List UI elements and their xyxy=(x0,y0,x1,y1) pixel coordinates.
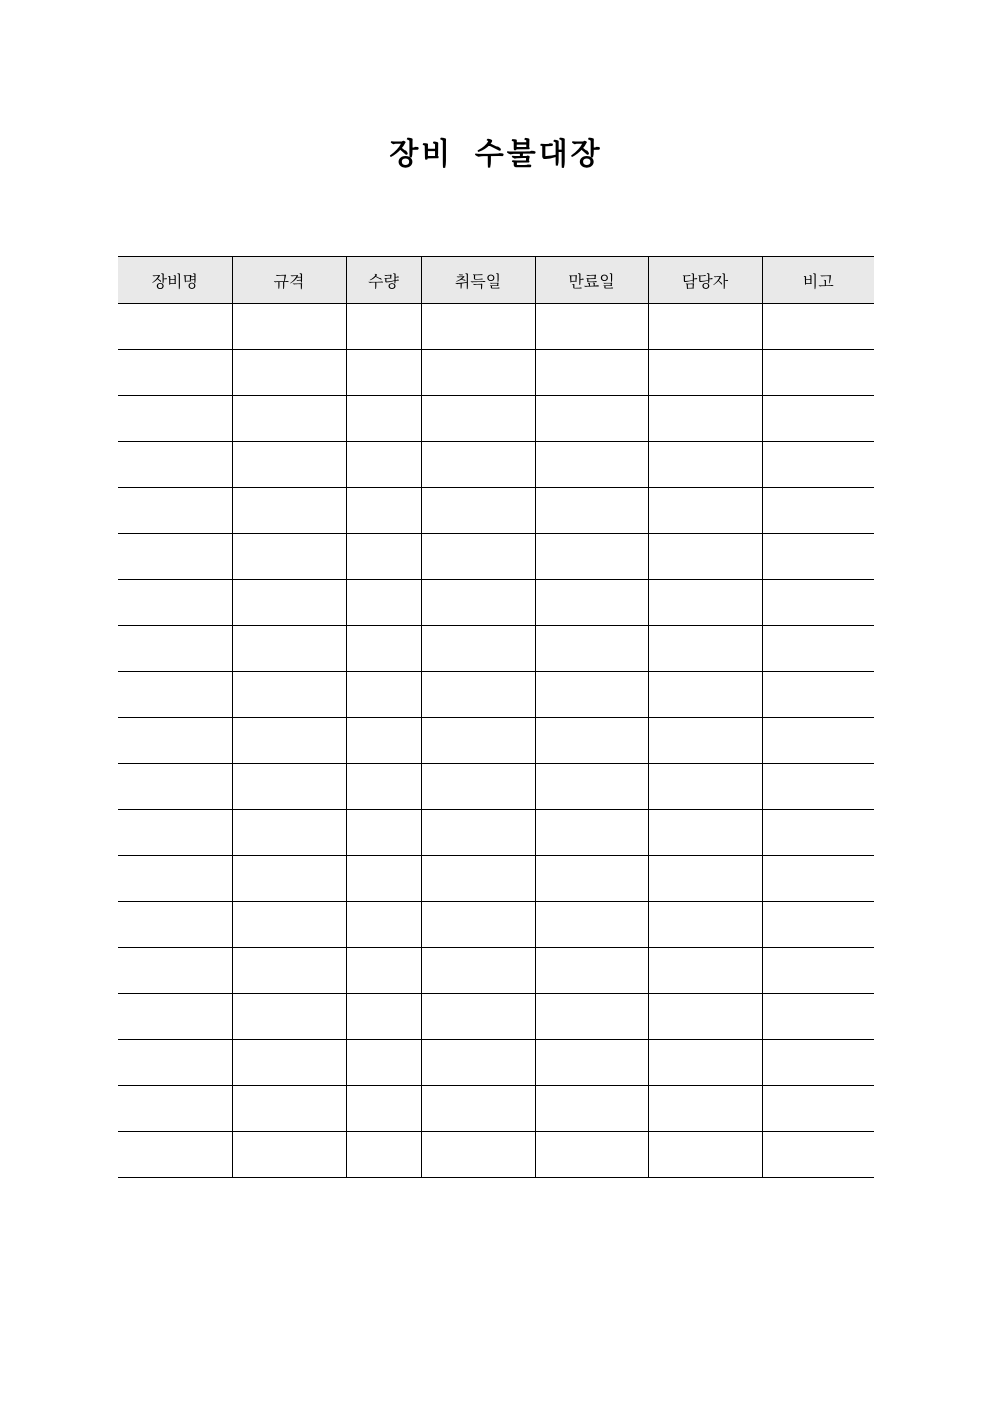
table-cell[interactable] xyxy=(232,764,346,810)
table-cell[interactable] xyxy=(118,1040,232,1086)
table-cell[interactable] xyxy=(535,350,648,396)
table-cell[interactable] xyxy=(232,626,346,672)
table-cell[interactable] xyxy=(648,580,762,626)
table-cell[interactable] xyxy=(118,396,232,442)
table-cell[interactable] xyxy=(118,580,232,626)
table-cell[interactable] xyxy=(232,994,346,1040)
table-cell[interactable] xyxy=(346,994,421,1040)
column-header-remarks: 비고 xyxy=(762,257,874,304)
table-cell[interactable] xyxy=(232,810,346,856)
table-cell[interactable] xyxy=(535,672,648,718)
table-row xyxy=(118,948,874,994)
table-cell[interactable] xyxy=(762,396,874,442)
table-cell[interactable] xyxy=(118,948,232,994)
table-cell[interactable] xyxy=(118,1086,232,1132)
table-cell[interactable] xyxy=(535,488,648,534)
table-cell[interactable] xyxy=(762,534,874,580)
table-cell[interactable] xyxy=(421,764,535,810)
table-cell[interactable] xyxy=(535,1132,648,1178)
table-cell[interactable] xyxy=(421,534,535,580)
table-cell[interactable] xyxy=(648,350,762,396)
table-cell[interactable] xyxy=(346,764,421,810)
table-cell[interactable] xyxy=(118,856,232,902)
table-cell[interactable] xyxy=(346,580,421,626)
table-cell[interactable] xyxy=(762,810,874,856)
column-header-equipment-name: 장비명 xyxy=(118,257,232,304)
table-cell[interactable] xyxy=(648,948,762,994)
table-cell[interactable] xyxy=(421,1040,535,1086)
table-cell[interactable] xyxy=(762,626,874,672)
table-cell[interactable] xyxy=(648,764,762,810)
table-cell[interactable] xyxy=(535,626,648,672)
table-cell[interactable] xyxy=(648,902,762,948)
table-cell[interactable] xyxy=(232,488,346,534)
table-cell[interactable] xyxy=(648,810,762,856)
table-cell[interactable] xyxy=(648,442,762,488)
table-cell[interactable] xyxy=(346,442,421,488)
table-cell[interactable] xyxy=(648,396,762,442)
ledger-body xyxy=(118,304,874,1178)
table-cell[interactable] xyxy=(762,1086,874,1132)
table-row xyxy=(118,304,874,350)
table-cell[interactable] xyxy=(346,948,421,994)
column-header-manager: 담당자 xyxy=(648,257,762,304)
table-cell[interactable] xyxy=(762,350,874,396)
table-cell[interactable] xyxy=(232,304,346,350)
table-cell[interactable] xyxy=(232,1132,346,1178)
table-cell[interactable] xyxy=(535,810,648,856)
table-row xyxy=(118,626,874,672)
table-cell[interactable] xyxy=(421,580,535,626)
table-cell[interactable] xyxy=(118,534,232,580)
table-row xyxy=(118,994,874,1040)
table-cell[interactable] xyxy=(648,856,762,902)
table-cell[interactable] xyxy=(346,488,421,534)
table-cell[interactable] xyxy=(118,304,232,350)
table-cell[interactable] xyxy=(118,994,232,1040)
column-header-expiry-date: 만료일 xyxy=(535,257,648,304)
table-cell[interactable] xyxy=(421,810,535,856)
table-cell[interactable] xyxy=(535,442,648,488)
table-cell[interactable] xyxy=(232,856,346,902)
table-cell[interactable] xyxy=(421,1086,535,1132)
table-cell[interactable] xyxy=(421,396,535,442)
table-cell[interactable] xyxy=(762,718,874,764)
table-cell[interactable] xyxy=(346,902,421,948)
table-cell[interactable] xyxy=(762,580,874,626)
table-cell[interactable] xyxy=(346,304,421,350)
table-cell[interactable] xyxy=(535,764,648,810)
table-cell[interactable] xyxy=(232,718,346,764)
table-row xyxy=(118,856,874,902)
table-cell[interactable] xyxy=(421,902,535,948)
table-cell[interactable] xyxy=(762,442,874,488)
table-row xyxy=(118,442,874,488)
equipment-ledger-table xyxy=(118,256,874,1178)
table-row xyxy=(118,718,874,764)
table-row xyxy=(118,764,874,810)
table-cell[interactable] xyxy=(648,1086,762,1132)
table-cell[interactable] xyxy=(421,488,535,534)
table-row xyxy=(118,1086,874,1132)
table-cell[interactable] xyxy=(648,488,762,534)
table-row xyxy=(118,534,874,580)
table-cell[interactable] xyxy=(346,396,421,442)
table-cell[interactable] xyxy=(648,672,762,718)
table-cell[interactable] xyxy=(535,580,648,626)
table-cell[interactable] xyxy=(648,718,762,764)
table-cell[interactable] xyxy=(648,1040,762,1086)
table-cell[interactable] xyxy=(762,764,874,810)
table-cell[interactable] xyxy=(346,1086,421,1132)
table-cell[interactable] xyxy=(232,1086,346,1132)
table-cell[interactable] xyxy=(762,948,874,994)
table-cell[interactable] xyxy=(648,304,762,350)
table-row xyxy=(118,396,874,442)
table-cell[interactable] xyxy=(346,1132,421,1178)
table-cell[interactable] xyxy=(118,626,232,672)
table-cell[interactable] xyxy=(648,626,762,672)
table-cell[interactable] xyxy=(762,1040,874,1086)
table-cell[interactable] xyxy=(118,488,232,534)
table-cell[interactable] xyxy=(346,672,421,718)
table-cell[interactable] xyxy=(762,994,874,1040)
table-row xyxy=(118,902,874,948)
table-cell[interactable] xyxy=(421,626,535,672)
table-cell[interactable] xyxy=(535,718,648,764)
table-cell[interactable] xyxy=(232,442,346,488)
table-cell[interactable] xyxy=(535,534,648,580)
table-cell[interactable] xyxy=(421,718,535,764)
table-cell[interactable] xyxy=(762,672,874,718)
table-cell[interactable] xyxy=(535,304,648,350)
table-cell[interactable] xyxy=(118,1132,232,1178)
table-cell[interactable] xyxy=(232,948,346,994)
table-cell[interactable] xyxy=(421,304,535,350)
table-cell[interactable] xyxy=(421,994,535,1040)
table-cell[interactable] xyxy=(346,810,421,856)
table-cell[interactable] xyxy=(648,1132,762,1178)
table-cell[interactable] xyxy=(232,672,346,718)
document-title: 장비 수불대장 xyxy=(389,137,603,172)
column-header-acquired-date: 취득일 xyxy=(421,257,535,304)
table-cell[interactable] xyxy=(535,1086,648,1132)
table-cell[interactable] xyxy=(648,994,762,1040)
table-cell[interactable] xyxy=(232,396,346,442)
table-cell[interactable] xyxy=(118,764,232,810)
table-cell[interactable] xyxy=(232,902,346,948)
table-cell[interactable] xyxy=(762,488,874,534)
table-cell[interactable] xyxy=(535,902,648,948)
table-row xyxy=(118,350,874,396)
table-cell[interactable] xyxy=(232,534,346,580)
table-cell[interactable] xyxy=(346,626,421,672)
column-header-quantity: 수량 xyxy=(346,257,421,304)
table-row xyxy=(118,488,874,534)
table-cell[interactable] xyxy=(346,350,421,396)
table-cell[interactable] xyxy=(421,856,535,902)
table-cell[interactable] xyxy=(118,718,232,764)
table-cell[interactable] xyxy=(232,1040,346,1086)
table-row xyxy=(118,580,874,626)
table-row xyxy=(118,1132,874,1178)
table-cell[interactable] xyxy=(535,948,648,994)
table-row xyxy=(118,810,874,856)
table-cell[interactable] xyxy=(535,396,648,442)
column-header-spec: 규격 xyxy=(232,257,346,304)
table-cell[interactable] xyxy=(346,718,421,764)
table-cell[interactable] xyxy=(535,994,648,1040)
header-row xyxy=(118,257,874,304)
table-cell[interactable] xyxy=(762,304,874,350)
table-cell[interactable] xyxy=(232,580,346,626)
table-row xyxy=(118,672,874,718)
table-cell[interactable] xyxy=(421,442,535,488)
table-cell[interactable] xyxy=(535,1040,648,1086)
table-cell[interactable] xyxy=(421,948,535,994)
table-cell[interactable] xyxy=(421,672,535,718)
table-cell[interactable] xyxy=(118,350,232,396)
table-cell[interactable] xyxy=(118,902,232,948)
table-cell[interactable] xyxy=(762,856,874,902)
table-cell[interactable] xyxy=(346,1040,421,1086)
table-row xyxy=(118,1040,874,1086)
table-cell[interactable] xyxy=(232,350,346,396)
table-cell[interactable] xyxy=(118,810,232,856)
table-cell[interactable] xyxy=(346,856,421,902)
table-cell[interactable] xyxy=(421,350,535,396)
table-cell[interactable] xyxy=(648,534,762,580)
table-cell[interactable] xyxy=(118,672,232,718)
table-cell[interactable] xyxy=(346,534,421,580)
table-cell[interactable] xyxy=(762,1132,874,1178)
table-cell[interactable] xyxy=(118,442,232,488)
table-cell[interactable] xyxy=(421,1132,535,1178)
table-cell[interactable] xyxy=(535,856,648,902)
table-cell[interactable] xyxy=(762,902,874,948)
